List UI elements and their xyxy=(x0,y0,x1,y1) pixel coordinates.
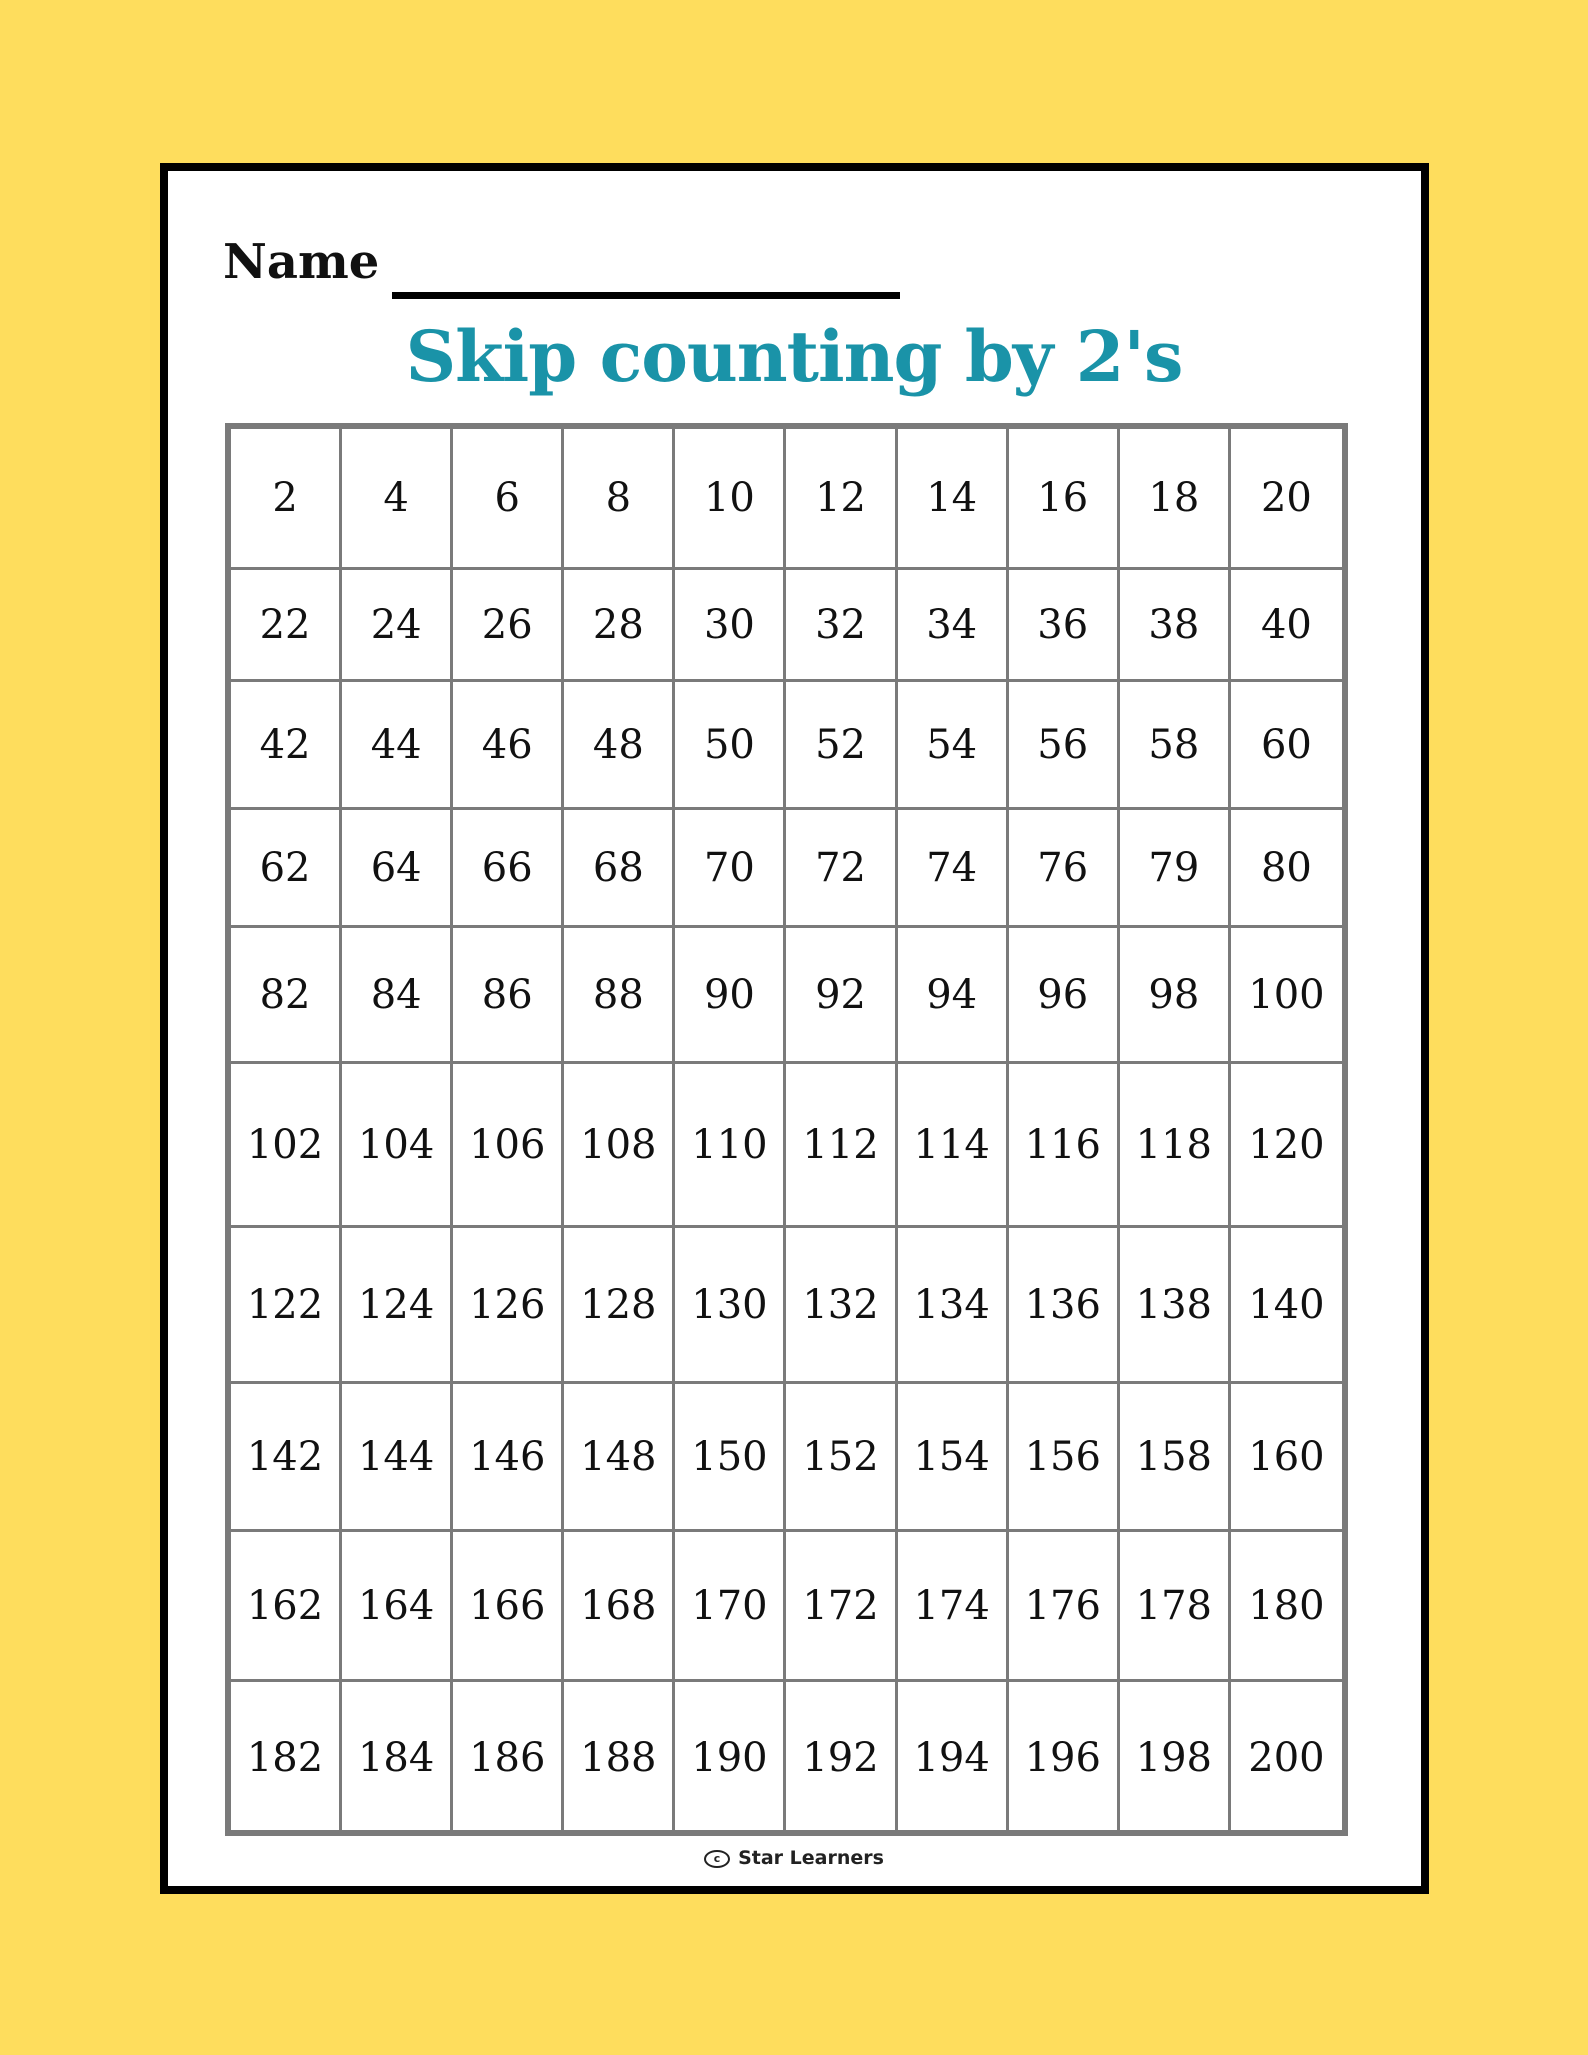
grid-cell: 198 xyxy=(1120,1682,1231,1833)
grid-cell: 42 xyxy=(231,682,342,810)
grid-cell: 14 xyxy=(898,429,1009,570)
grid-cell: 86 xyxy=(453,928,564,1064)
grid-cell: 148 xyxy=(564,1384,675,1532)
worksheet-title: Skip counting by 2's xyxy=(405,315,1183,398)
grid-cell: 50 xyxy=(675,682,786,810)
grid-cell: 114 xyxy=(898,1064,1009,1228)
grid-cell: 82 xyxy=(231,928,342,1064)
grid-cell: 142 xyxy=(231,1384,342,1532)
grid-cell: 79 xyxy=(1120,810,1231,928)
grid-cell: 188 xyxy=(564,1682,675,1833)
grid-cell: 164 xyxy=(342,1532,453,1682)
grid-cell: 180 xyxy=(1231,1532,1342,1682)
grid-cell: 106 xyxy=(453,1064,564,1228)
grid-cell: 182 xyxy=(231,1682,342,1833)
name-input-line[interactable] xyxy=(392,292,900,299)
grid-cell: 140 xyxy=(1231,1228,1342,1384)
name-label: Name xyxy=(223,234,380,290)
grid-cell: 186 xyxy=(453,1682,564,1833)
grid-cell: 48 xyxy=(564,682,675,810)
grid-cell: 124 xyxy=(342,1228,453,1384)
grid-cell: 74 xyxy=(898,810,1009,928)
grid-cell: 156 xyxy=(1009,1384,1120,1532)
grid-cell: 194 xyxy=(898,1682,1009,1833)
grid-cell: 46 xyxy=(453,682,564,810)
grid-cell: 130 xyxy=(675,1228,786,1384)
grid-cell: 62 xyxy=(231,810,342,928)
grid-cell: 144 xyxy=(342,1384,453,1532)
grid-cell: 34 xyxy=(898,570,1009,682)
grid-cell: 18 xyxy=(1120,429,1231,570)
grid-cell: 38 xyxy=(1120,570,1231,682)
grid-cell: 30 xyxy=(675,570,786,682)
grid-cell: 4 xyxy=(342,429,453,570)
grid-cell: 54 xyxy=(898,682,1009,810)
footer-brand: Star Learners xyxy=(738,1847,884,1869)
grid-cell: 70 xyxy=(675,810,786,928)
grid-cell: 166 xyxy=(453,1532,564,1682)
grid-cell: 172 xyxy=(786,1532,897,1682)
grid-cell: 40 xyxy=(1231,570,1342,682)
grid-cell: 162 xyxy=(231,1532,342,1682)
grid-cell: 56 xyxy=(1009,682,1120,810)
grid-cell: 10 xyxy=(675,429,786,570)
grid-cell: 44 xyxy=(342,682,453,810)
grid-cell: 88 xyxy=(564,928,675,1064)
grid-cell: 116 xyxy=(1009,1064,1120,1228)
grid-cell: 32 xyxy=(786,570,897,682)
footer-credit xyxy=(0,1847,1588,1869)
grid-cell: 6 xyxy=(453,429,564,570)
grid-cell: 72 xyxy=(786,810,897,928)
grid-cell: 200 xyxy=(1248,1734,1325,1781)
grid-cell: 126 xyxy=(453,1228,564,1384)
grid-cell: 12 xyxy=(786,429,897,570)
grid-cell: 110 xyxy=(675,1064,786,1228)
grid-cell: 98 xyxy=(1120,928,1231,1064)
grid-cell: 94 xyxy=(898,928,1009,1064)
grid-cell: 196 xyxy=(1009,1682,1120,1833)
grid-cell: 68 xyxy=(564,810,675,928)
copyright-icon: c xyxy=(704,1850,730,1868)
grid-cell: 178 xyxy=(1120,1532,1231,1682)
grid-cell: 112 xyxy=(786,1064,897,1228)
grid-cell: 138 xyxy=(1120,1228,1231,1384)
grid-cell: 16 xyxy=(1009,429,1120,570)
grid-cell: 190 xyxy=(675,1682,786,1833)
number-grid xyxy=(225,423,1348,1836)
grid-cell: 100 xyxy=(1231,928,1342,1064)
grid-cell: 92 xyxy=(786,928,897,1064)
grid-cell: 150 xyxy=(675,1384,786,1532)
grid-cell: 60 xyxy=(1231,682,1342,810)
grid-cell: 80 xyxy=(1231,810,1342,928)
grid-cell: 134 xyxy=(898,1228,1009,1384)
grid-cell: 128 xyxy=(564,1228,675,1384)
grid-cell: 160 xyxy=(1231,1384,1342,1532)
grid-cell: 104 xyxy=(342,1064,453,1228)
grid-cell: 96 xyxy=(1009,928,1120,1064)
grid-cell: 66 xyxy=(453,810,564,928)
grid-cell: 176 xyxy=(1009,1532,1120,1682)
grid-cell: 36 xyxy=(1009,570,1120,682)
grid-cell: 108 xyxy=(564,1064,675,1228)
grid-cell: 132 xyxy=(786,1228,897,1384)
grid-cell: 170 xyxy=(675,1532,786,1682)
grid-cell: 154 xyxy=(898,1384,1009,1532)
grid-cell: 64 xyxy=(342,810,453,928)
grid-cell: 184 xyxy=(342,1682,453,1833)
grid-cell: 20 xyxy=(1231,429,1342,570)
grid-cell: 118 xyxy=(1120,1064,1231,1228)
grid-cell: 90 xyxy=(675,928,786,1064)
grid-cell: 120 xyxy=(1231,1064,1342,1228)
grid-cell: 174 xyxy=(898,1532,1009,1682)
grid-cell: 136 xyxy=(1009,1228,1120,1384)
grid-cell: 146 xyxy=(453,1384,564,1532)
grid-cell: 102 xyxy=(231,1064,342,1228)
grid-cell: 192 xyxy=(786,1682,897,1833)
grid-cell: 76 xyxy=(1009,810,1120,928)
grid-cell: 168 xyxy=(564,1532,675,1682)
grid-cell: 152 xyxy=(786,1384,897,1532)
grid-cell: 8 xyxy=(564,429,675,570)
grid-cell: 158 xyxy=(1120,1384,1231,1532)
grid-cell: 24 xyxy=(342,570,453,682)
grid-cell: 58 xyxy=(1120,682,1231,810)
grid-cell: 28 xyxy=(564,570,675,682)
grid-cell: 2 xyxy=(231,429,342,570)
grid-cell: 84 xyxy=(342,928,453,1064)
grid-cell: 122 xyxy=(231,1228,342,1384)
grid-cell: 22 xyxy=(231,570,342,682)
grid-cell: 26 xyxy=(453,570,564,682)
grid-cell: 52 xyxy=(786,682,897,810)
